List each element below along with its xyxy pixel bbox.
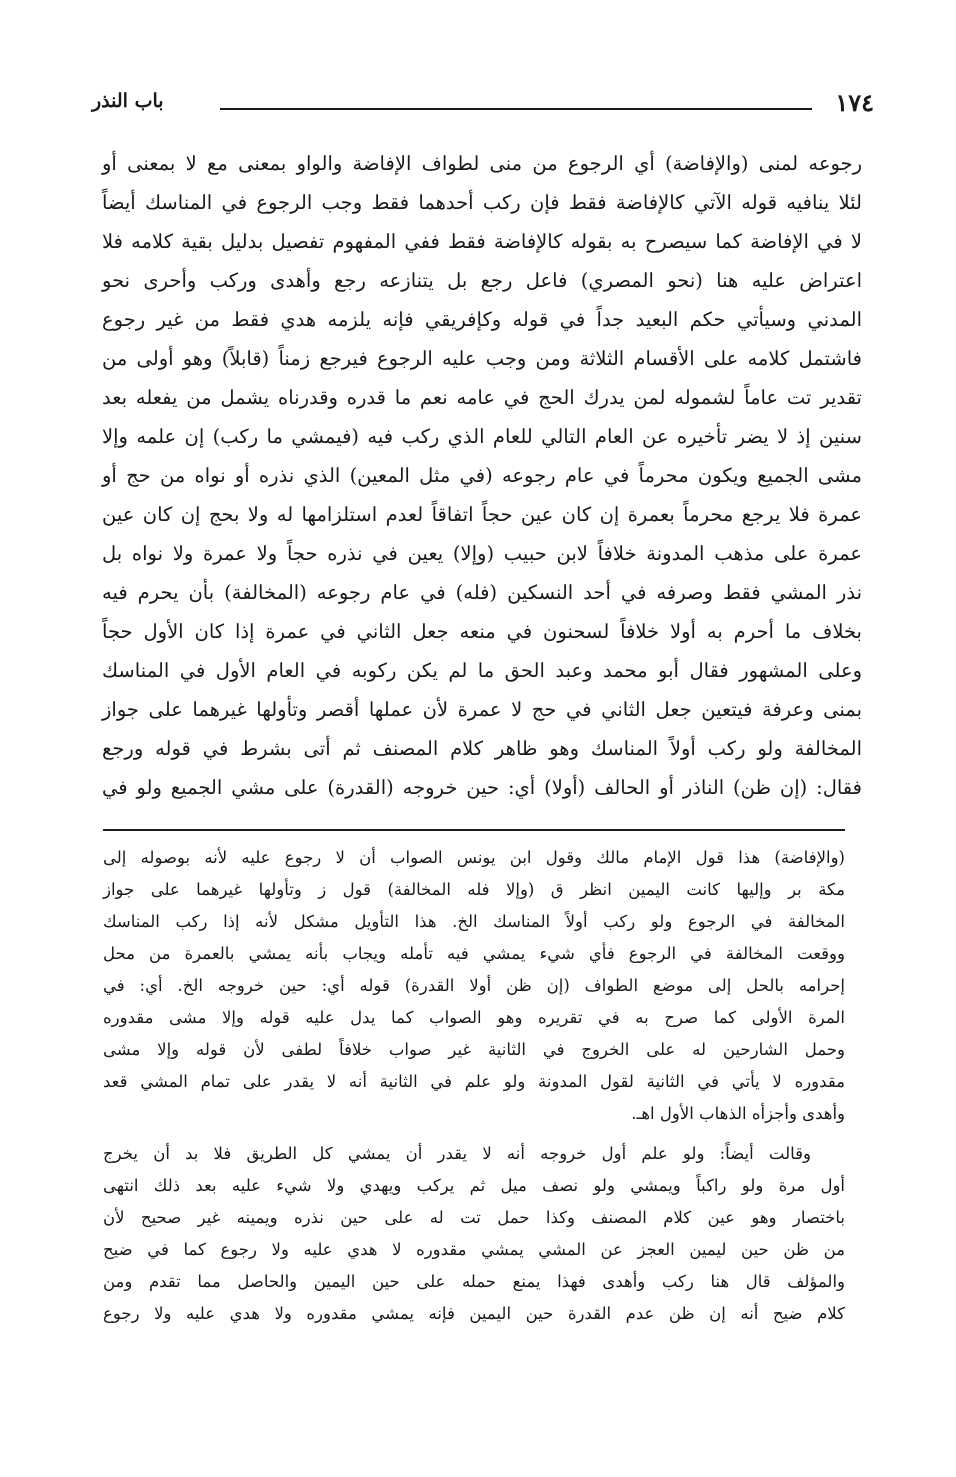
text-line: فاشتمل كلامه على الأقسام الثلاثة ومن وجب عليه الرجوع فيرجع زمناً (قابلاً) وهو أولى من bbox=[102, 347, 862, 370]
text-line: رجوعه لمنى (والإفاضة) أي الرجوع من منى لطواف الإفاضة والواو بمعنى مع لا بمعنى أو bbox=[102, 152, 862, 175]
text-line: لئلا ينافيه قوله الآتي كالإفاضة فقط فإن ركب أحدهما فقط وجب الرجوع في المناسك أيضاً bbox=[102, 191, 862, 214]
footnote-line: والمؤلف قال هنا ركب وأهدى فهذا يمنع حمله على حين اليمين والحاصل مما تقدم ومن bbox=[103, 1272, 845, 1291]
text-line: عمرة فلا يرجع محرماً بعمرة إن كان عين حجاً اتفاقاً لعدم استلزامها له ولا بحج إن كان عين bbox=[102, 503, 862, 526]
text-line: المدني وسيأتي حكم البعيد جداً في قوله وكإفريقي فإنه يلزمه هدي فقط من غير رجوع bbox=[102, 308, 862, 331]
footnote-line: باختصار وهو عين كلام المصنف وكذا حمل تت له على حين نذره ويمينه غير صحيح لأن bbox=[103, 1208, 845, 1227]
text-line: المخالفة ولو ركب أولاً المناسك وهو ظاهر كلام المصنف ثم أتى بشرط في قوله ورجع bbox=[102, 737, 862, 760]
footnote-line: وقالت أيضاً: ولو علم أول خروجه أنه لا يقدر أن يمشي كل الطريق فلا بد أن يخرج bbox=[103, 1144, 811, 1163]
text-line: اعتراض عليه هنا (نحو المصري) فاعل رجع بل يتنازعه رجع وأهدى وركب وأحرى نحو bbox=[102, 269, 862, 292]
footnote-line: (والإفاضة) هذا قول الإمام مالك وقول ابن يونس الصواب أن لا رجوع عليه لأنه بوصوله إلى bbox=[103, 848, 845, 867]
text-line: وعلى المشهور فقال أبو محمد وعبد الحق ما لم يكن ركوبه في العام الأول في المناسك bbox=[102, 659, 862, 682]
footnote-line: وحمل الشارحين له على الخروج في الثانية غير صواب خلافاً لطفى لأن قوله وإلا مشى bbox=[103, 1040, 845, 1059]
text-line: لا في الإفاضة كما سيصرح به بقوله كالإفاضة فقط ففي المفهوم تفصيل بدليل بقية كلامه فلا bbox=[102, 230, 862, 253]
footnote-line: مقدوره لا يأتي في الثانية لقول المدونة ولو علم في الثانية أنه لا يقدر على تمام المشي قعد bbox=[103, 1072, 845, 1091]
header-rule bbox=[220, 108, 812, 110]
footnotes bbox=[103, 842, 845, 1382]
footnote-line: مكة بر وإليها كانت اليمين انظر ق (وإلا فله المخالفة) قول ز وتأولها غيرهما على جواز bbox=[103, 880, 845, 899]
text-line: بخلاف ما أحرم به أولا خلافاً لسحنون في منعه جعل الثاني في عمرة إذا كان الأول حجاً bbox=[102, 620, 862, 643]
text-line: بمنى وعرفة فيتعين جعل الثاني في حج لا عمرة لأن عملها أقصر وتأولها غيرهما على جواز bbox=[102, 698, 862, 721]
footnote-line: إحرامه بالحل إلى موضع الطواف (إن ظن أولا القدرة) قوله أي: حين خروجه الخ. أي: في bbox=[103, 976, 845, 995]
text-line: مشى الجميع ويكون محرماً في عام رجوعه (في مثل المعين) الذي نذره أو نواه من حج أو bbox=[102, 464, 862, 487]
text-line: فقال: (إن ظن) الناذر أو الحالف (أولا) أي: حين خروجه (القدرة) على مشي الجميع ولو في bbox=[102, 776, 862, 799]
footnote-line: من ظن حين ليمين العجز عن المشي يمشي مقدوره لا هدي عليه ولا رجوع كما في ضيح bbox=[103, 1240, 845, 1259]
chapter-title: باب النذر bbox=[92, 90, 164, 112]
page-header bbox=[92, 86, 874, 120]
footnote-separator bbox=[103, 829, 845, 831]
footnote-line: أول مرة ولو راكباً ويمشي ولو نصف ميل ثم يركب ويهدي ولا شيء عليه بعد ذلك انتهى bbox=[103, 1176, 845, 1195]
footnote-line: كلام ضيح أنه إن ظن عدم القدرة حين اليمين فإنه يمشي مقدوره ولا هدي عليه ولا رجوع bbox=[103, 1304, 845, 1323]
main-text bbox=[102, 144, 862, 799]
page-number: ١٧٤ bbox=[835, 88, 874, 117]
footnote-line: المرة الأولى كما صرح به في تقريره وهو الصواب كما يدل عليه قوله وإلا مشى مقدوره bbox=[103, 1008, 845, 1027]
footnote-line: وأهدى وأجزأه الذهاب الأول اهـ. bbox=[631, 1104, 845, 1123]
text-line: تقدير تت عاماً لشموله لمن يدرك الحج في عامه نعم ما قدره وقدرناه يشمل من يفعله بعد bbox=[102, 386, 862, 409]
text-line: سنين إذ لا يضر تأخيره عن العام التالي للعام الذي ركب فيه (فيمشي ما ركب) إن علمه وإلا bbox=[102, 425, 862, 448]
text-line: عمرة على مذهب المدونة خلافاً لابن حبيب (وإلا) يعين في نذره حجاً ولا عمرة ولا نواه بل bbox=[102, 542, 862, 565]
footnote-line: المخالفة في الرجوع ولو ركب أولاً المناسك الخ. هذا التأويل مشكل لأنه إذا ركب المناسك bbox=[103, 912, 845, 931]
footnote-line: ووقعت المخالفة في الرجوع فأي شيء يمشي فيه تأمله ويجاب بأنه يمشي بالعمرة من محل bbox=[103, 944, 845, 963]
paragraph-gap bbox=[103, 1130, 845, 1138]
text-line: نذر المشي فقط وصرفه في أحد النسكين (فله) في عام رجوعه (المخالفة) بأن يحرم فيه bbox=[102, 581, 862, 604]
